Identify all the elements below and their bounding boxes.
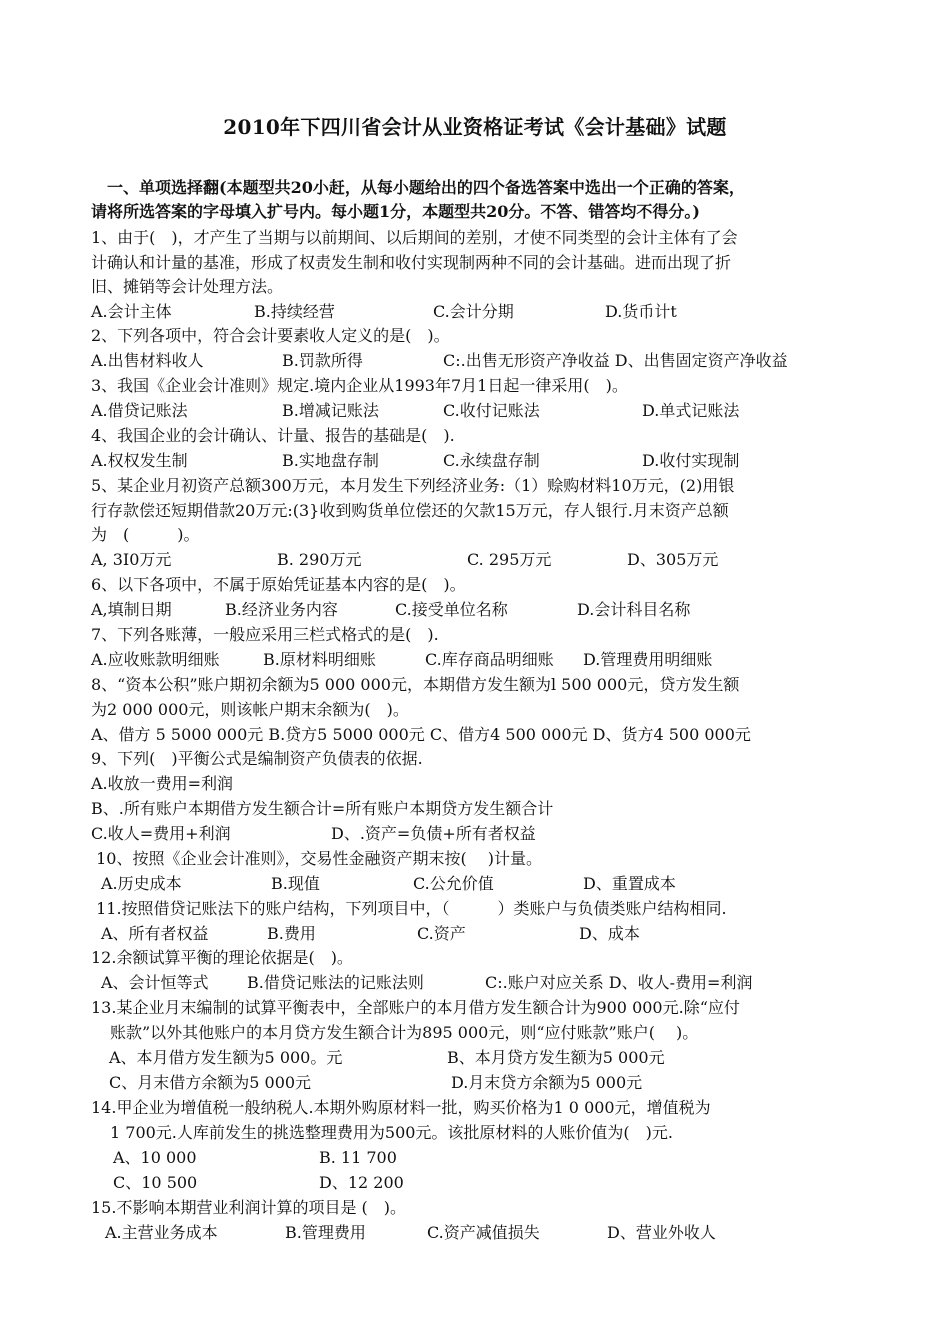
question-15-option-c: C.资产减值损失 (427, 1223, 540, 1242)
section-heading-line-1: 一、单项选择翻(本题型共20小赶，从每小题给出的四个备选答案中选出一个正确的答案， (91, 178, 745, 197)
question-14-option-a: A、10 000 (113, 1148, 197, 1167)
question-9-option-c: C.收人=费用+利润 (91, 824, 231, 843)
question-12-option-b: B.借贷记账法的记账法则 (247, 973, 424, 992)
question-5-options (91, 548, 881, 572)
question-4-line-1: 4、我国企业的会计确认、计量、报告的基础是( ). (91, 426, 455, 445)
question-1-line-1: 1、由于( )，才产生了当期与以前期间、以后期间的差别，才使不同类型的会计主体有了会 (91, 228, 738, 247)
question-1-option-c: C.会计分期 (433, 302, 514, 321)
question-3-option-a: A.借贷记账法 (91, 401, 188, 420)
question-5-option-d: D、305万元 (627, 550, 719, 569)
question-7-option-b: B.原材料明细账 (263, 650, 376, 669)
question-1-option-a: A.会计主体 (91, 302, 172, 321)
question-14-option-d: D、12 200 (319, 1173, 404, 1192)
question-8-options: A、借方 5 5000 000元 B.贷方5 5000 000元 C、借方4 500 000元 D、货方4 500 000元 (91, 725, 751, 744)
question-5-line-3: 为 ( )。 (91, 525, 200, 544)
question-4-option-b: B.实地盘存制 (282, 451, 379, 470)
question-13-option-b: B、本月贷方发生额为5 000元 (447, 1048, 665, 1067)
question-2-options (91, 349, 881, 373)
question-3-option-b: B.增减记账法 (282, 401, 379, 420)
question-7-option-a: A.应收账款明细账 (91, 650, 220, 669)
question-3-line-1: 3、我国《企业会计准则》规定.境内企业从1993年7月1日起一律采用( )。 (91, 376, 628, 395)
question-2-option-a: A.出售材料收人 (91, 351, 204, 370)
question-10-line-1: 10、按照《企业会计准则》，交易性金融资产期末按( )计量。 (91, 849, 543, 868)
question-13-option-c: C、月末借方余额为5 000元 (109, 1073, 312, 1092)
question-15-option-a: A.主营业务成本 (105, 1223, 218, 1242)
question-1-line-3: 旧、摊销等会计处理方法。 (91, 277, 284, 296)
question-13-option-d: D.月末贷方余额为5 000元 (451, 1073, 643, 1092)
question-10-option-d: D、重置成本 (583, 874, 676, 893)
question-14-options-row-2 (91, 1171, 881, 1195)
question-12-option-a: A、会计恒等式 (101, 973, 209, 992)
question-6-option-c: C.接受单位名称 (395, 600, 508, 619)
question-7-option-d: D.管理费用明细账 (583, 650, 713, 669)
question-13-options-row-2 (91, 1071, 881, 1095)
question-11-option-a: A、所有者权益 (101, 924, 209, 943)
question-12-line-1: 12.余额试算平衡的理论依据是( )。 (91, 948, 353, 967)
question-14-option-b: B. 11 700 (319, 1148, 397, 1167)
question-8-line-2: 为2 000 000元，则该帐户期末余额为( )。 (91, 700, 409, 719)
question-5-line-1: 5、某企业月初资产总额300万元，本月发生下列经济业务:（1）赊购材料10万元，(2)用银 (91, 476, 735, 495)
question-1-options (91, 300, 881, 324)
question-13-line-2: 账款”以外其他账户的本月贷方发生额合计为895 000元，则“应付账款”账户( )。 (110, 1023, 699, 1042)
question-10-option-a: A.历史成本 (101, 874, 182, 893)
question-12-options (91, 971, 881, 995)
question-11-option-b: B.费用 (267, 924, 316, 943)
section-heading-line-2: 请将所选答案的字母填入扩号内。每小题1分，本题型共20分。不答、错答均不得分。) (91, 202, 700, 221)
question-14-line-1: 14.甲企业为增值税一般纳税人.本期外购原材料一批，购买价格为1 0 000元，增值税为 (91, 1098, 711, 1117)
question-6-option-a: A,填制日期 (91, 600, 172, 619)
question-5-option-a: A, 3I0万元 (91, 550, 172, 569)
question-11-options (91, 922, 881, 946)
question-4-option-a: A.权权发生制 (91, 451, 188, 470)
question-7-option-c: C.库存商品明细账 (425, 650, 554, 669)
question-13-options-row-1 (91, 1046, 881, 1070)
question-10-options (91, 872, 881, 896)
question-6-option-b: B.经济业务内容 (225, 600, 338, 619)
question-2-option-cd: C:.出售无形资产净收益 D、出售固定资产净收益 (443, 351, 788, 370)
question-1-option-d: D.货币计t (605, 302, 677, 321)
question-10-option-b: B.现值 (271, 874, 320, 893)
question-4-option-d: D.收付实现制 (642, 451, 740, 470)
question-13-line-1: 13.某企业月末编制的试算平衡表中，全部账户的本月借方发生额合计为900 000元.除“应付 (91, 998, 740, 1017)
question-4-option-c: C.永续盘存制 (443, 451, 540, 470)
question-9-line-1: 9、下列( )平衡公式是编制资产负债表的依据. (91, 749, 423, 768)
question-14-options-row-1 (91, 1146, 881, 1170)
question-6-options (91, 598, 881, 622)
question-3-option-c: C.收付记账法 (443, 401, 540, 420)
question-5-option-c: C. 295万元 (467, 550, 552, 569)
question-15-line-1: 15.不影响本期营业利润计算的项目是 ( )。 (91, 1198, 407, 1217)
question-4-options (91, 449, 881, 473)
question-1-option-b: B.持续经营 (254, 302, 335, 321)
question-7-line-1: 7、下列各账薄，一般应采用三栏式格式的是( ). (91, 625, 439, 644)
question-11-line-1: 11.按照借贷记账法下的账户结构，下列项目中，（ ）类账户与负债类账户结构相同. (91, 899, 727, 918)
question-9-option-d: D、.资产=负债+所有者权益 (331, 824, 536, 843)
question-7-options (91, 648, 881, 672)
page-title: 2010年下四川省会计从业资格证考试《会计基础》试题 (223, 115, 727, 139)
question-11-option-d: D、成本 (579, 924, 640, 943)
question-8-line-1: 8、“资本公积”账户期初余额为5 000 000元，本期借方发生额为l 500 000元，贷方发生额 (91, 675, 740, 694)
question-15-options (91, 1221, 881, 1245)
question-14-option-c: C、10 500 (113, 1173, 198, 1192)
question-14-line-2: 1 700元.人库前发生的挑选整理费用为500元。该批原材料的人账价值为( )元. (110, 1123, 674, 1142)
question-3-options (91, 399, 881, 423)
question-11-option-c: C.资产 (417, 924, 466, 943)
question-2-option-b: B.罚款所得 (282, 351, 363, 370)
question-2-line-1: 2、下列各项中，符合会计要素收人定义的是( )。 (91, 326, 450, 345)
question-13-option-a: A、本月借方发生额为5 000。元 (109, 1048, 343, 1067)
question-12-option-cd: C:.账户对应关系 D、收人-费用=利润 (485, 973, 753, 992)
question-1-line-2: 计确认和计量的基准，形成了权责发生制和收付实现制两种不同的会计基础。进而出现了折 (91, 253, 732, 272)
question-6-line-1: 6、以下各项中，不属于原始凭证基本内容的是( )。 (91, 575, 466, 594)
question-6-option-d: D.会计科目名称 (577, 600, 691, 619)
question-5-option-b: B. 290万元 (277, 550, 362, 569)
question-15-option-b: B.管理费用 (285, 1223, 366, 1242)
question-15-option-d: D、营业外收人 (607, 1223, 716, 1242)
question-9-option-b: B、.所有账户本期借方发生额合计=所有账户本期贷方发生额合计 (91, 799, 554, 818)
question-9-option-a: A.收放一费用=利润 (91, 774, 234, 793)
question-5-line-2: 行存款偿还短期借款20万元:(3}收到购货单位偿还的欠款15万元，存人银行.月末资产总额 (91, 501, 729, 520)
question-3-option-d: D.单式记账法 (642, 401, 740, 420)
question-9-options (91, 822, 881, 846)
question-10-option-c: C.公允价值 (413, 874, 494, 893)
